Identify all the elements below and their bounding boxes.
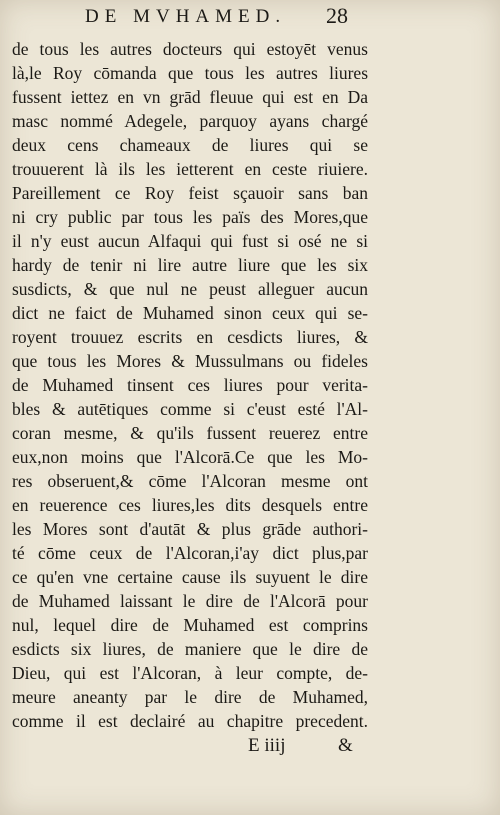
text-line: dict ne faict de Muhamed sinon ceux qui se- bbox=[12, 303, 368, 323]
text-line: en reuerence ces liures,les dits desquels entre bbox=[12, 495, 368, 515]
text-line: comme il est declairé au chapitre precedent. bbox=[12, 711, 368, 731]
text-line: susdicts, & que nul ne peust alleguer aucun bbox=[12, 279, 368, 299]
text-line: de Muhamed laissant le dire de l'Alcorā pour bbox=[12, 591, 368, 611]
text-line: les Mores sont d'autāt & plus grāde authori- bbox=[12, 519, 368, 539]
text-line: il n'y eust aucun Alfaqui qui fust si osé ne si bbox=[12, 231, 368, 251]
text-line: coran mesme, & qu'ils fussent reuerez entre bbox=[12, 423, 368, 443]
signature-mark: E iiij bbox=[248, 735, 286, 756]
page-number: 28 bbox=[326, 3, 348, 28]
text-line: té cōme ceux de l'Alcoran,i'ay dict plus,par bbox=[12, 543, 368, 563]
text-line: que tous les Mores & Mussulmans ou fideles bbox=[12, 351, 368, 371]
text-line: royent trouuez escrits en cesdicts liures, & bbox=[12, 327, 368, 347]
text-line: deux cens chameaux de liures qui se bbox=[12, 135, 368, 155]
text-line: ce qu'en vne certaine cause ils suyuent le dire bbox=[12, 567, 368, 587]
text-line: hardy de tenir ni lire autre liure que les six bbox=[12, 255, 368, 275]
text-line: trouuerent là ils les ietterent en ceste riuiere. bbox=[12, 159, 368, 179]
text-line: bles & autētiques comme si c'eust esté l'Al- bbox=[12, 399, 368, 419]
text-line: masc nommé Adegele, parquoy ayans chargé bbox=[12, 111, 368, 131]
text-line: eux,non moins que l'Alcorā.Ce que les Mo- bbox=[12, 447, 368, 467]
text-line: meure aneanty par le dire de Muhamed, bbox=[12, 687, 368, 707]
text-line: fussent iettez en vn grād fleuue qui est en Da bbox=[12, 87, 368, 107]
text-line: là,le Roy cōmanda que tous les autres liures bbox=[12, 63, 368, 83]
text-line: esdicts six liures, de maniere que le dire de bbox=[12, 639, 368, 659]
text-line: de tous les autres docteurs qui estoyēt venus bbox=[12, 39, 368, 59]
text-line: Dieu, qui est l'Alcoran, à leur compte, de- bbox=[12, 663, 368, 683]
text-line: ni cry public par tous les païs des Mores,que bbox=[12, 207, 368, 227]
running-head: DE MVHAMED. bbox=[85, 6, 287, 27]
text-line: nul, lequel dire de Muhamed est comprins bbox=[12, 615, 368, 635]
text-line: Pareillement ce Roy feist sçauoir sans ban bbox=[12, 183, 368, 203]
catchword: & bbox=[338, 735, 353, 756]
text-line: de Muhamed tinsent ces liures pour verita- bbox=[12, 375, 368, 395]
text-line: res obseruent,& cōme l'Alcoran mesme ont bbox=[12, 471, 368, 491]
